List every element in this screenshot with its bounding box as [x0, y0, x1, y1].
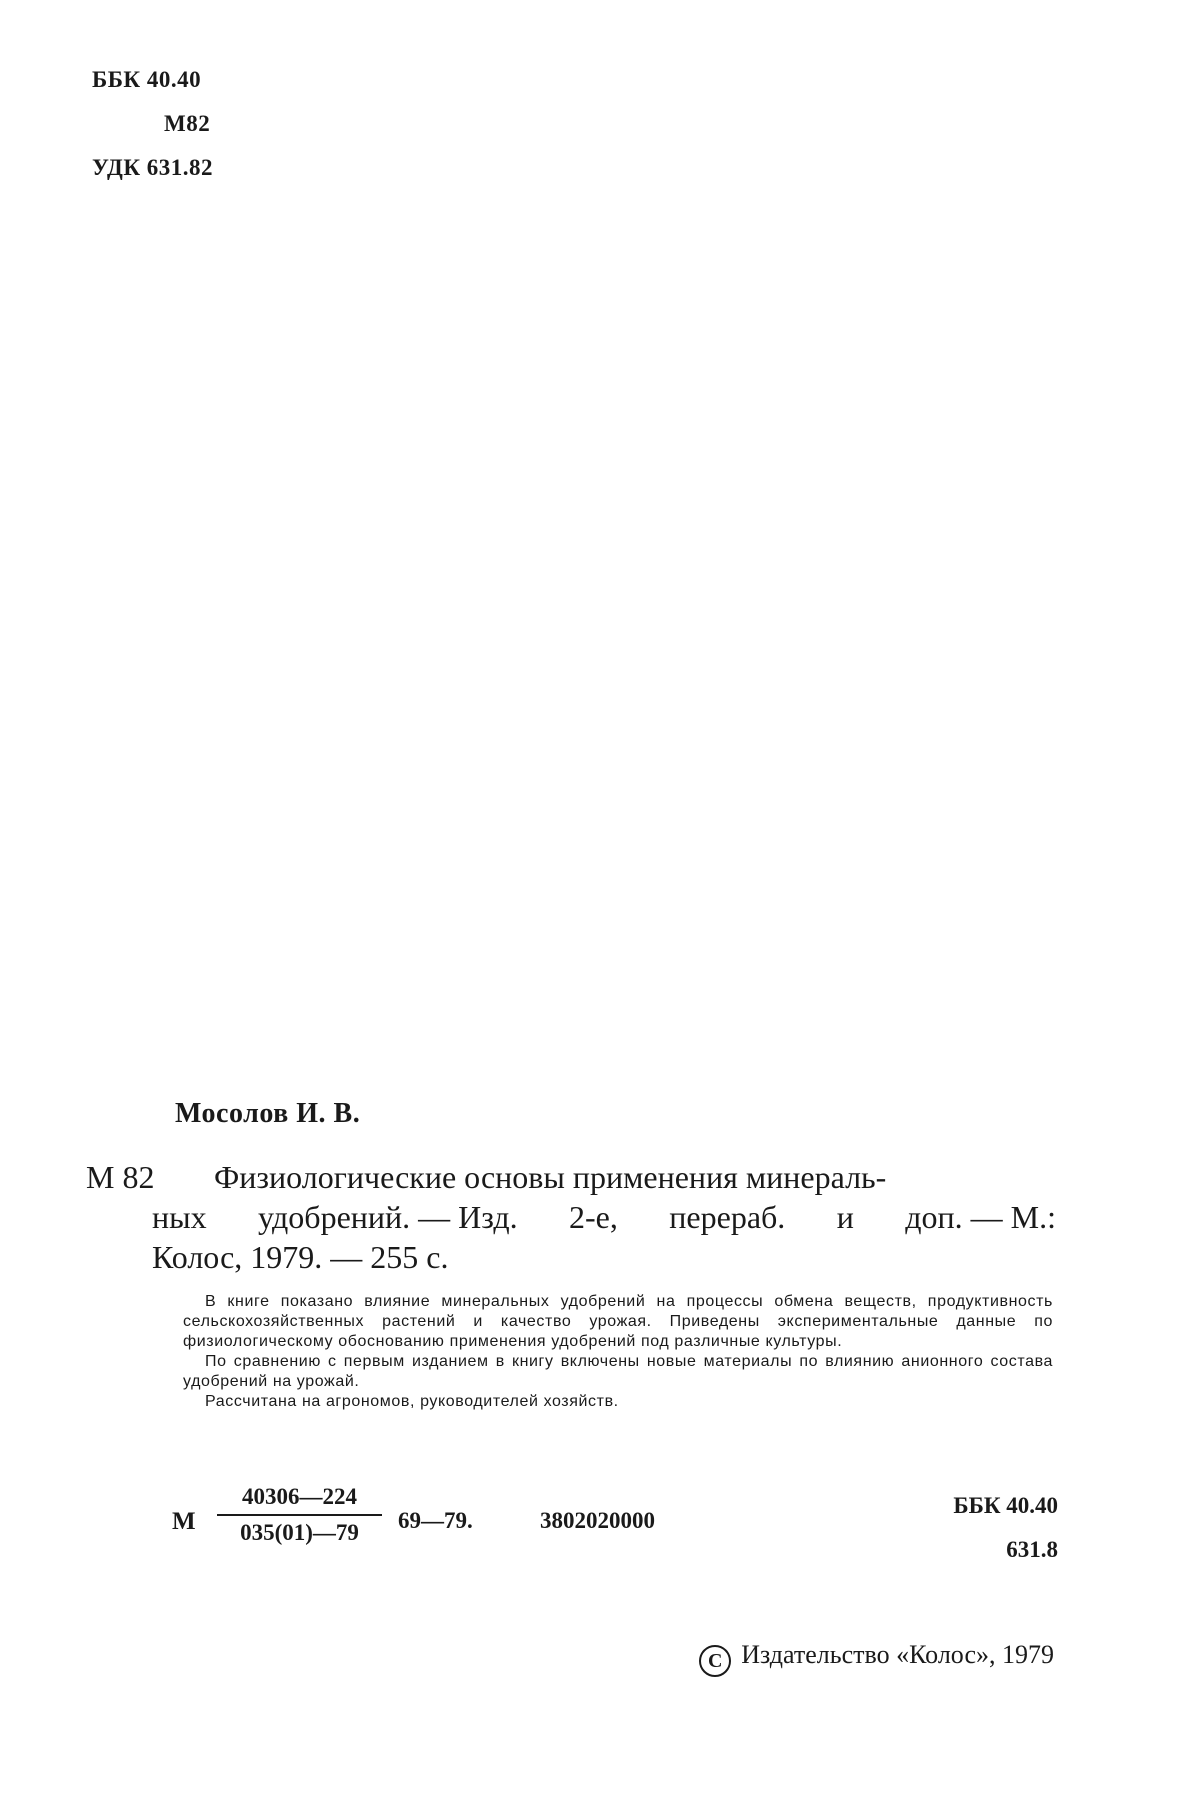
index-fraction — [217, 1484, 382, 1546]
bbk-code: ББК 40.40 — [92, 67, 202, 92]
author-cipher: М82 — [164, 111, 211, 136]
publication-index — [172, 1484, 1058, 1584]
annotation — [183, 1292, 1053, 1412]
author-name: Мосолов И. В. — [175, 1098, 361, 1129]
copyright-icon: С — [699, 1645, 731, 1677]
annotation-paragraph: В книге показано влияние минеральных удобрений на процессы обмена веществ, продуктивность сельскохозяйственных растений и качество урожая. Приведены экспериментальные данные по физиологическому обоснованию применения удобрений под различные культуры. — [183, 1293, 1053, 1350]
annotation-paragraph: Рассчитана на агрономов, руководителей хозяйств. — [205, 1393, 619, 1410]
entry-line-3: Колос, 1979. — 255 с. — [152, 1239, 449, 1275]
entry-word: доп. — М.: — [905, 1199, 1056, 1235]
copyright-text: Издательство «Колос», 1979 — [741, 1640, 1054, 1669]
entry-word: перераб. — [669, 1199, 786, 1235]
entry-line-2 — [86, 1197, 1056, 1237]
index-identifier: 3802020000 — [540, 1508, 655, 1533]
annotation-paragraph: По сравнению с первым изданием в книгу включены новые материалы по влиянию анионного состава удобрений на урожай. — [183, 1353, 1053, 1390]
entry-word: удобрений. — Изд. — [258, 1199, 518, 1235]
entry-cipher: М 82 — [86, 1159, 155, 1195]
classification-codes — [92, 58, 213, 190]
entry-word: 2-е, — [569, 1199, 618, 1235]
udk-code: УДК 631.82 — [92, 155, 214, 180]
entry-title-start: Физиологические основы применения минераль- — [214, 1159, 887, 1195]
index-denominator: 035(01)—79 — [240, 1520, 359, 1545]
bibliographic-entry — [86, 1157, 1056, 1277]
index-numerator: 40306—224 — [217, 1484, 382, 1516]
index-letter: М — [172, 1508, 196, 1535]
copyright-line — [699, 1640, 1054, 1677]
index-bbk-subcode: 631.8 — [1006, 1537, 1058, 1562]
index-bbk-code: ББК 40.40 — [953, 1493, 1058, 1518]
index-bbk — [953, 1484, 1058, 1572]
index-suffix: 69—79. — [398, 1508, 473, 1533]
entry-word: ных — [152, 1199, 207, 1235]
entry-word: и — [836, 1199, 854, 1235]
entry-line-1 — [86, 1157, 1056, 1197]
